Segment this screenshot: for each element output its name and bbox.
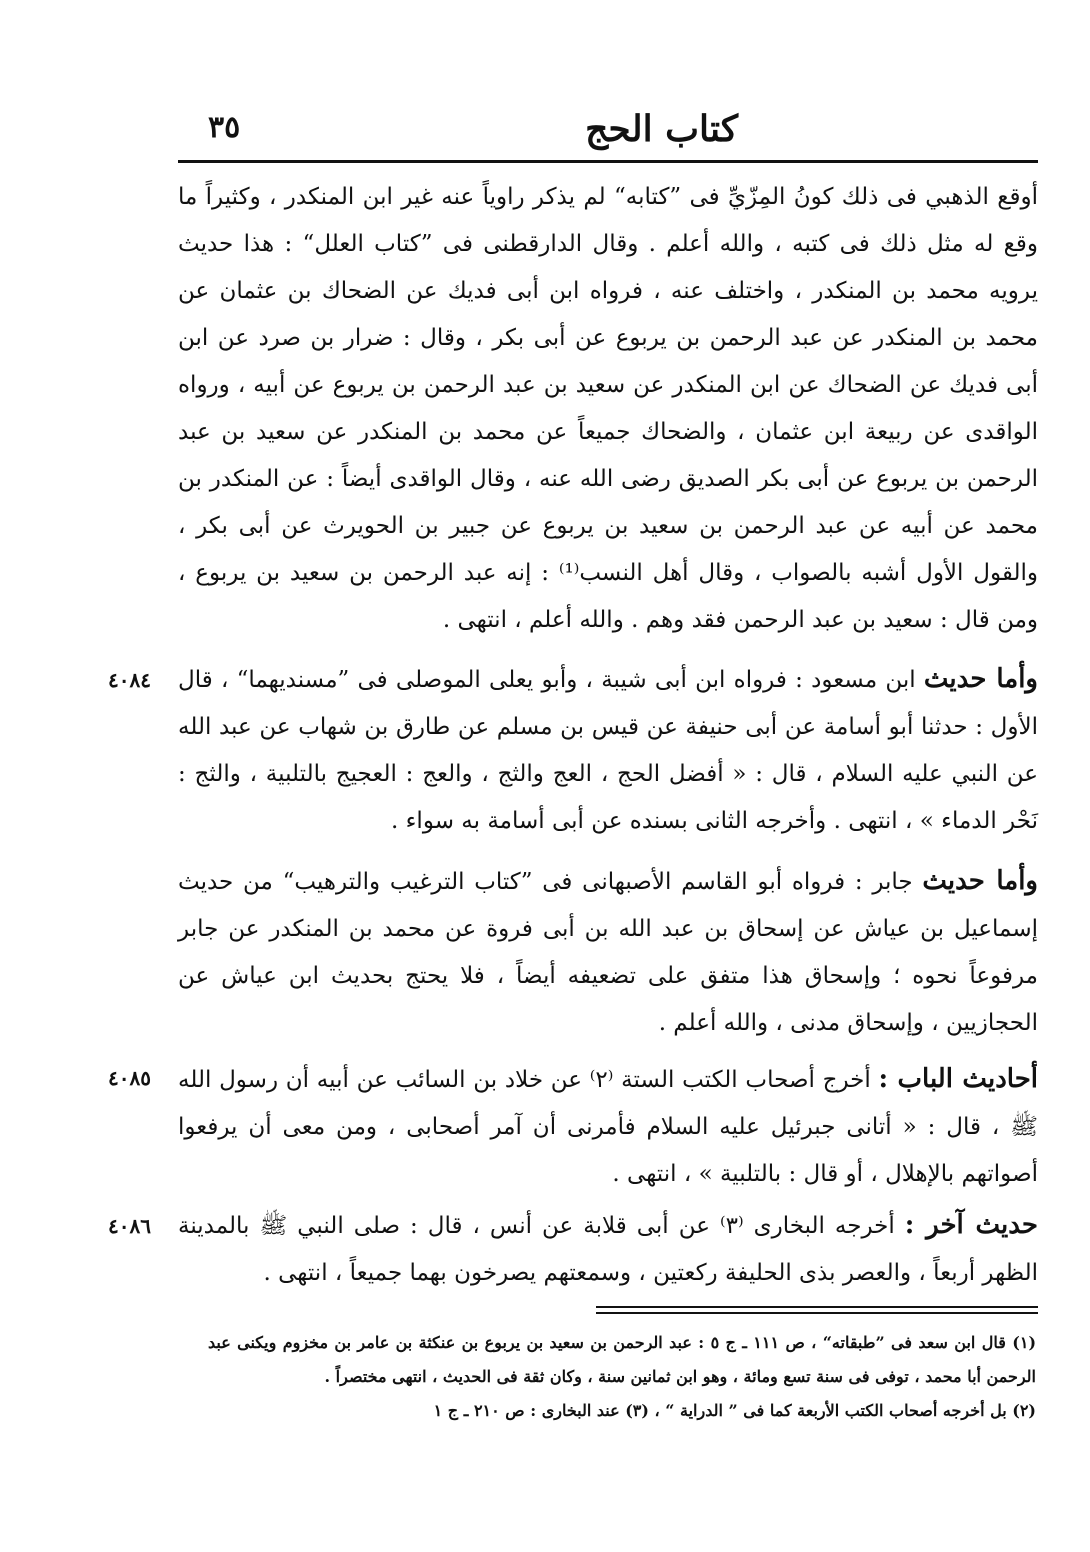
footnote-2: (٢) بل أخرجه أصحاب الكتب الأربعة كما فى ” الدراية “ ، (٣) عند البخارى : ص ٢١٠ ـ ج ١ [433, 1401, 1036, 1420]
paragraph-lead: أحاديث الباب : [878, 1064, 1038, 1094]
paragraph-3 [178, 858, 1038, 1047]
paragraph-4 [178, 1056, 1038, 1198]
paragraph-text: ابن مسعود : فرواه ابن أبى شيبة ، وأبو يعلى الموصلى فى ”مسنديهما“ ، قال الأول : حدثنا أبو أسامة عن أبى حنيفة عن قيس بن مسلم عن طارق بن شهاب عن عبد الله عن النبي عليه السلام ، قال : « أفضل الحج ، العج والثج ، والعج : العجيج بالتلبية ، والثج : نَحْر الدماء » ، انتهى . وأخرجه الثانى بسنده عن أبى أسامة به سواء . [178, 667, 1038, 834]
paragraph-text: أخرجه البخارى ⁽٣⁾ عن أبى قلابة عن أنس ، قال : صلى النبي ﷺ بالمدينة الظهر أربعاً ، والعصر بذى الحليفة ركعتين ، وسمعتهم يصرخون بهما جميعاً ، انتهى . [178, 1213, 1038, 1286]
hadith-number: ٤٠٨٤ [108, 668, 151, 692]
paragraph-1 [178, 174, 1038, 644]
page-number: ٣٥ [208, 110, 241, 145]
paragraph-text: أوقع الذهبي فى ذلك كونُ المِزّيِّ فى ”كتابه“ لم يذكر راوياً عنه غير ابن المنكدر ، وكثيراً ما وقع له مثل ذلك فى كتبه ، والله أعلم . وقال الدارقطنى فى ”كتاب العلل“ : هذا حديث يرويه محمد بن المنكدر ، واختلف عنه ، فرواه ابن أبى فديك عن الضحاك بن عثمان عن محمد بن المنكدر عن عبد الرحمن بن يربوع عن أبى بكر ، وقال : ضرار بن صرد عن ابن أبى فديك عن الضحاك عن ابن المنكدر عن سعيد بن عبد الرحمن بن يربوع عن أبيه ، ورواه الواقدى عن ربيعة ابن عثمان ، والضحاك جميعاً عن محمد بن المنكدر عن سعيد بن عبد الرحمن بن يربوع عن أبى بكر الصديق رضى الله عنه ، وقال الواقدى أيضاً : عن المنكدر بن محمد عن أبيه عن عبد الرحمن بن سعيد بن يربوع عن جبير بن الحويرث عن أبى بكر ، والقول الأول أشبه بالصواب ، وقال أهل النسب⁽¹⁾ : إنه عبد الرحمن بن سعيد بن يربوع ، ومن قال : سعيد بن عبد الرحمن فقد وهم . والله أعلم ، انتهى . [178, 184, 1038, 633]
footnote-1: (١) قال ابن سعد فى ”طبقاته“ ، ص ١١١ ـ ج ٥ : عبد الرحمن بن سعيد بن يربوع بن عنكثة بن عامر بن مخزوم ويكنى عبد الرحمن أبا محمد ، توفى فى سنة تسع ومائة ، وهو ابن ثمانين سنة ، وكان ثقة فى الحديث ، انتهى مختصراً . [208, 1333, 1037, 1386]
paragraph-lead: وأما حديث [923, 664, 1038, 694]
hadith-number: ٤٠٨٥ [108, 1066, 151, 1090]
paragraph-2 [178, 656, 1038, 845]
paragraph-lead: وأما حديث [922, 866, 1038, 896]
paragraph-lead: حديث آخر : [904, 1210, 1038, 1240]
footnote-rule [596, 1306, 1038, 1308]
paragraph-text: أخرج أصحاب الكتب الستة ⁽٢⁾ عن خلاد بن السائب عن أبيه أن رسول الله ﷺ ، قال : « أتانى جبرئيل عليه السلام فأمرنى أن آمر أصحابى ، ومن معى أن يرفعوا أصواتهم بالإهلال ، أو قال : بالتلبية » ، انتهى . [178, 1067, 1038, 1187]
hadith-number: ٤٠٨٦ [108, 1214, 151, 1238]
footnotes [208, 1326, 1036, 1428]
paragraph-5 [178, 1202, 1038, 1297]
paragraph-text: جابر : فرواه أبو القاسم الأصبهانى فى ”كتاب الترغيب والترهيب“ من حديث إسماعيل بن عياش عن إسحاق بن عبد الله بن أبى فروة عن محمد بن المنكدر عن جابر مرفوعاً نحوه ؛ وإسحاق هذا متفق على تضعيفه أيضاً ، فلا يحتج بحديث ابن عياش عن الحجازيين ، وإسحاق مدنى ، والله أعلم . [178, 869, 1038, 1036]
page-header [178, 108, 1038, 158]
running-title: كتاب الحج [585, 108, 738, 150]
header-rule [178, 160, 1038, 163]
footnote-rule [596, 1312, 1038, 1314]
